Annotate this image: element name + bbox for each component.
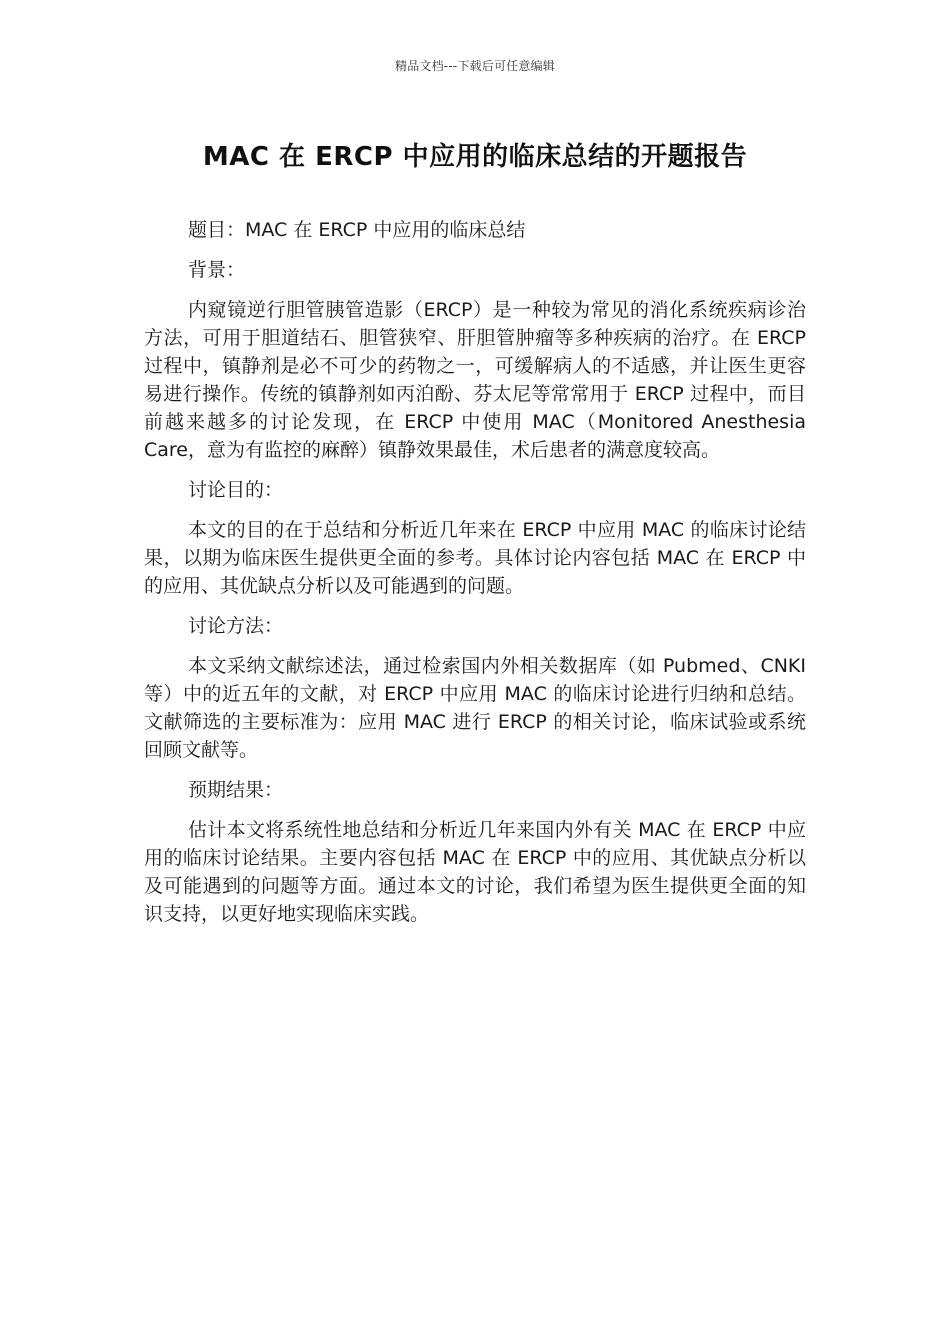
document-body bbox=[144, 216, 806, 940]
method-label: 讨论方法： bbox=[188, 615, 284, 637]
header-note: 精品文档---下载后可任意编辑 bbox=[395, 59, 555, 73]
background-label: 背景： bbox=[188, 259, 246, 281]
background-paragraph: 内窥镜逆行胆管胰管造影（ERCP）是一种较为常见的消化系统疾病诊治方法，可用于胆道结石、胆管狭窄、肝胆管肿瘤等多种疾病的治疗。在 ERCP 过程中，镇静剂是必不可少的药物之一，可缓解病人的不适感，并让医生更容易进行操作。传统的镇静剂如丙泊酚、芬太尼等常常用于 ERCP 过程中，而目前越来越多的讨论发现，在 ERCP 中使用 MAC（Monitored Anesthesia Care，意为有监控的麻醉）镇静效果最佳，术后患者的满意度较高。 bbox=[144, 299, 806, 461]
method-paragraph: 本文采纳文献综述法，通过检索国内外相关数据库（如 Pubmed、CNKI 等）中的近五年的文献，对 ERCP 中应用 MAC 的临床讨论进行归纳和总结。文献筛选的主要标准为：应用 MAC 进行 ERCP 的相关讨论，临床试验或系统回顾文献等。 bbox=[144, 655, 806, 761]
purpose-label: 讨论目的： bbox=[188, 479, 284, 501]
result-paragraph: 估计本文将系统性地总结和分析近几年来国内外有关 MAC 在 ERCP 中应用的临床讨论结果。主要内容包括 MAC 在 ERCP 中的应用、其优缺点分析以及可能遇到的问题等方面。通过本文的讨论，我们希望为医生提供更全面的知识支持，以更好地实现临床实践。 bbox=[144, 819, 806, 925]
document-title: MAC 在 ERCP 中应用的临床总结的开题报告 bbox=[202, 142, 748, 172]
purpose-paragraph: 本文的目的在于总结和分析近几年来在 ERCP 中应用 MAC 的临床讨论结果，以期为临床医生提供更全面的参考。具体讨论内容包括 MAC 在 ERCP 中的应用、其优缺点分析以及可能遇到的问题。 bbox=[144, 519, 806, 597]
result-label: 预期结果： bbox=[188, 779, 284, 801]
topic-line: 题目：MAC 在 ERCP 中应用的临床总结 bbox=[188, 219, 526, 241]
